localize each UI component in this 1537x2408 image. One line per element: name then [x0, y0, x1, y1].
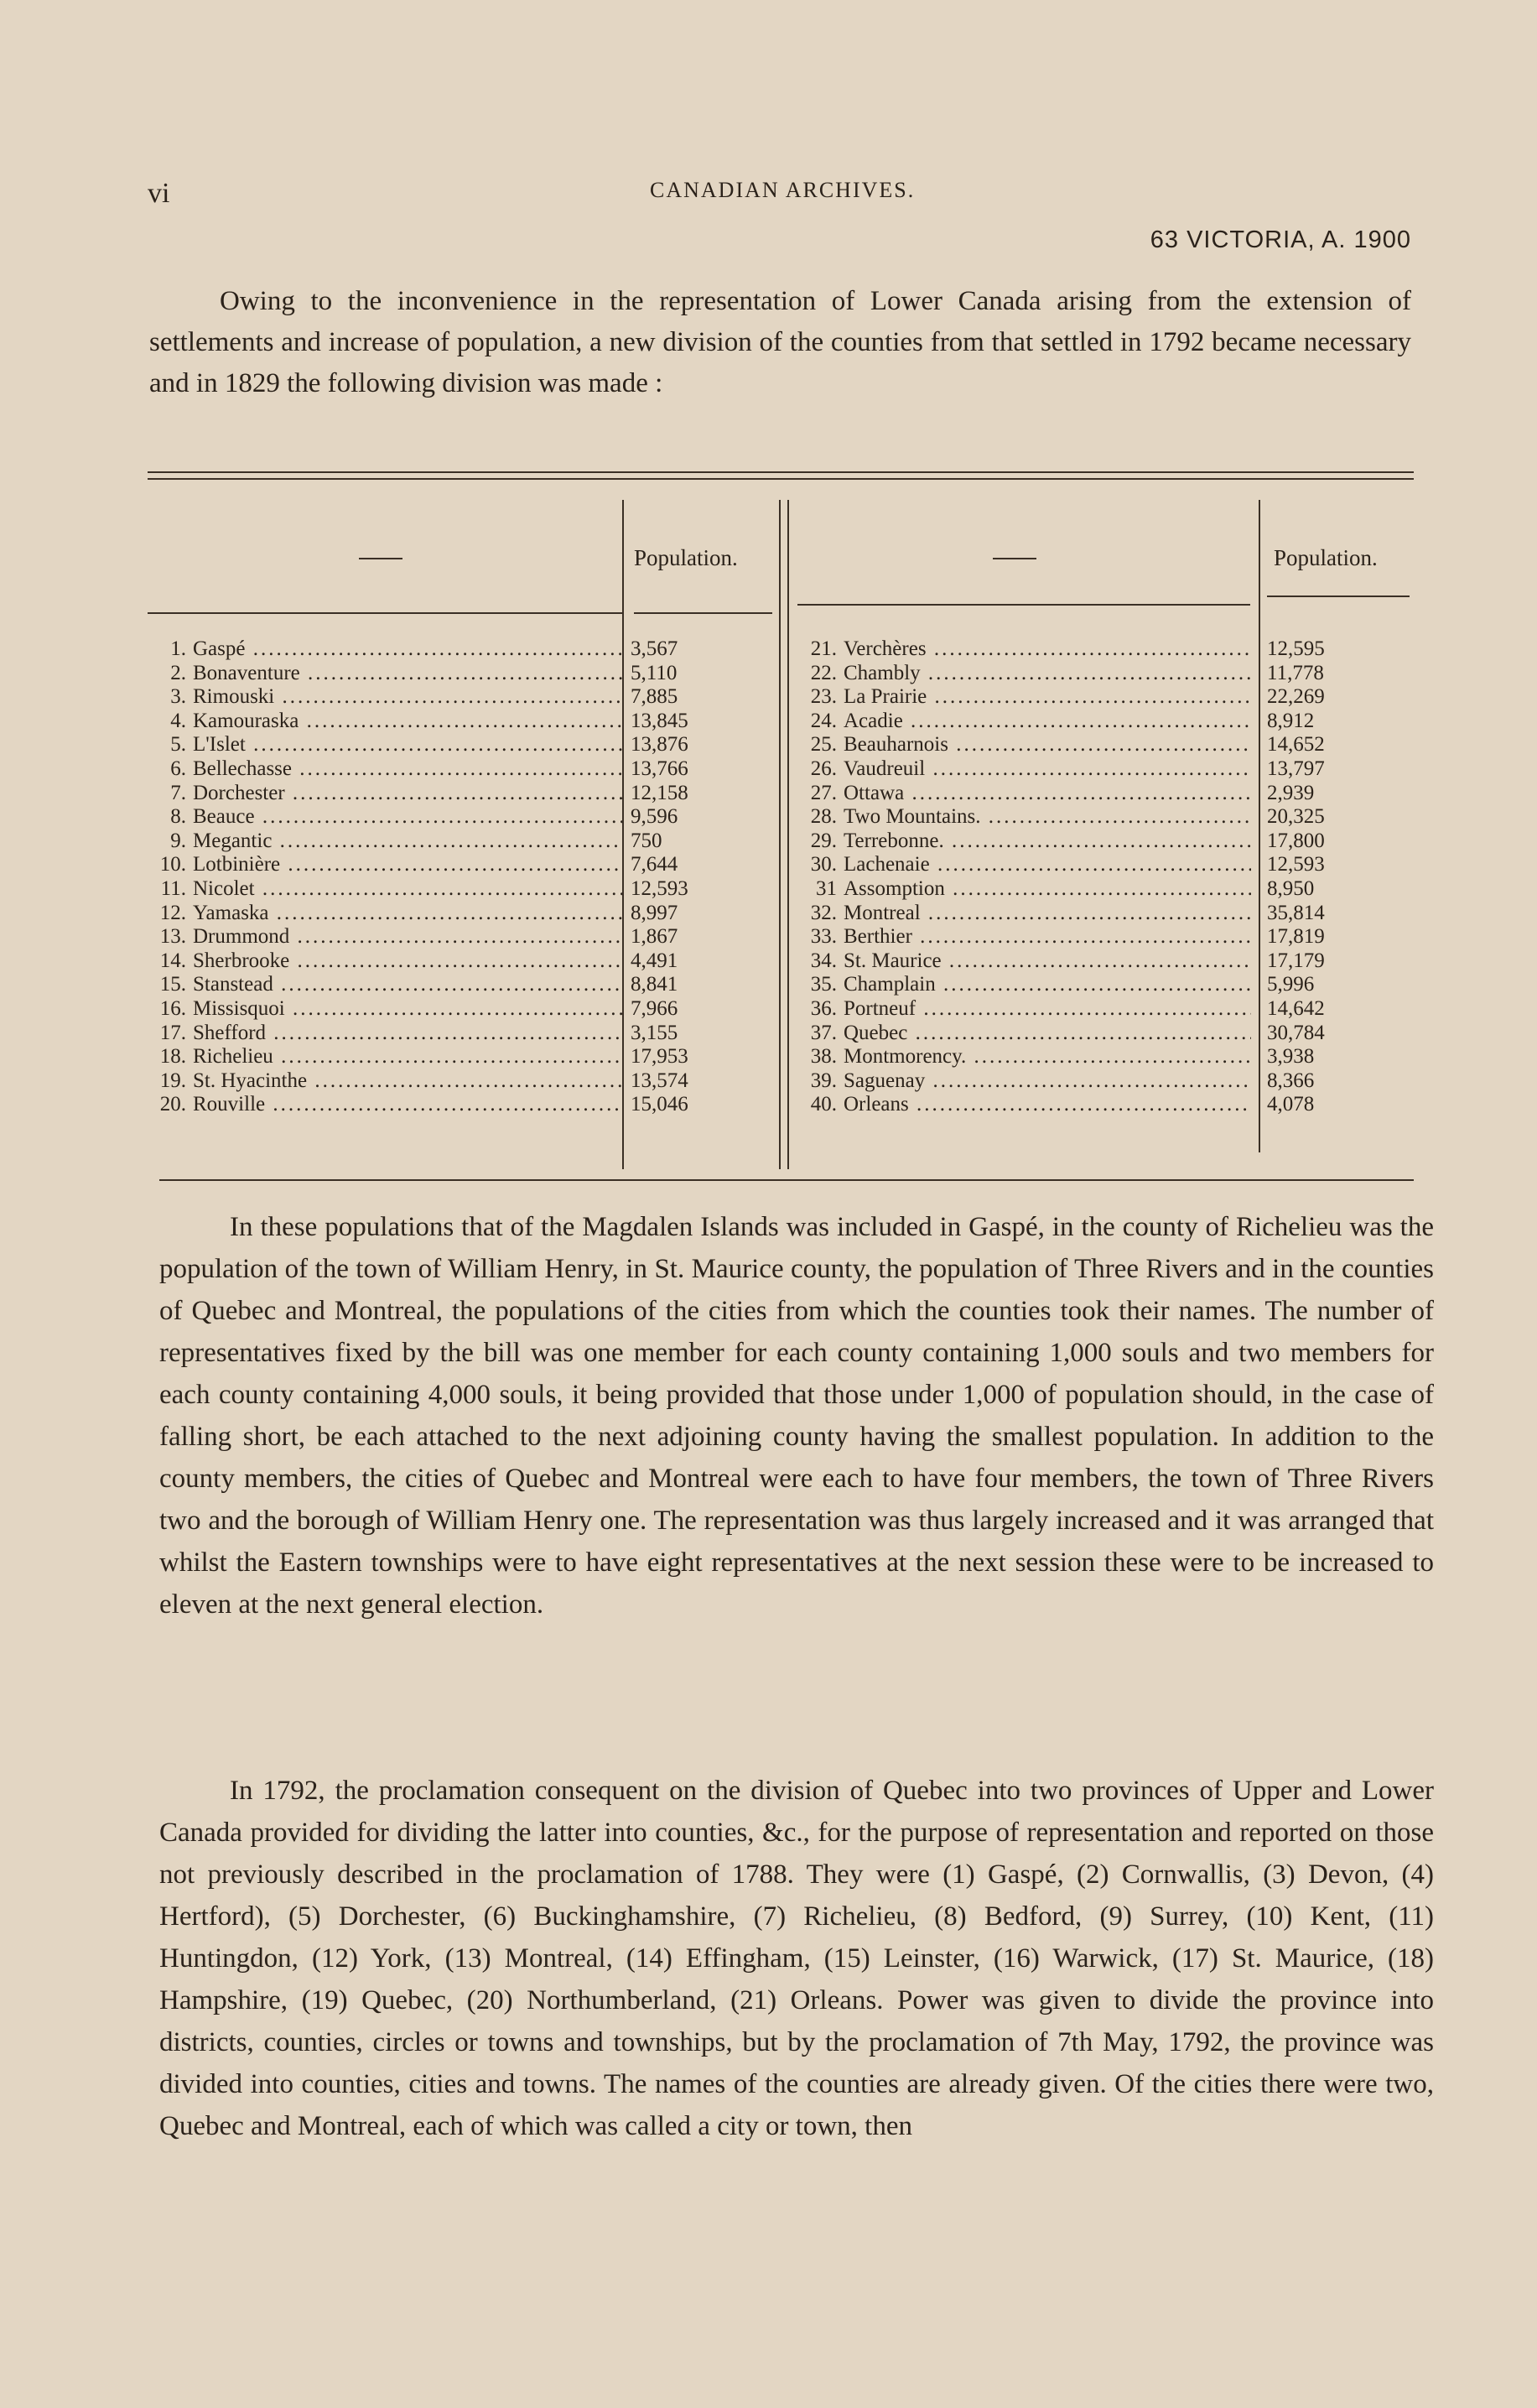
right-names: [798, 637, 1251, 1117]
population-value: 35,814: [1267, 901, 1325, 924]
population-value: 8,950: [1267, 876, 1315, 900]
table-row: 28. Two Mountains. .....: [798, 805, 1251, 830]
left-population-header: Population.: [634, 545, 738, 570]
column-divider-right: [1259, 500, 1260, 1152]
body-paragraph-1: In these populations that of the Magdalen Islands was included in Gaspé, in the county of Richelieu was the population of the town of William Henry, in St. Maurice county, the population of Three Rivers and in the counties of Quebec and Montreal, the populations of the cities from which the counties took their names. The number of representatives fixed by the bill was one member for each county containing 1,000 souls and two members for each county containing 4,000 souls, it being provided that those under 1,000 of population should, in the case of falling short, be each attached to the next adjoining county having the smallest population. In addition to the county members, the cities of Quebec and Montreal were each to have four members, the town of Three Rivers two and the borough of William Henry one. The representation was thus largely increased and it was arranged that whilst the Eastern townships were to have eight representatives at the next session these were to be increased to eleven at the next general election.: [159, 1212, 1434, 1620]
table-row: 24. Acadie .....: [798, 710, 1251, 734]
column-divider: [622, 500, 624, 1169]
population-value: 17,800: [1267, 829, 1325, 852]
table-row: 2. Bonaventure .....: [148, 662, 622, 686]
table-row: 35. Champlain .....: [798, 973, 1251, 997]
population-value: 17,953: [631, 1045, 688, 1069]
table-row: 6. Bellechasse .....: [148, 757, 622, 782]
left-names: [148, 637, 622, 1117]
population-value: 13,845: [631, 709, 688, 732]
center-divider: [779, 500, 781, 1169]
table-bottom-rule: [159, 1179, 1414, 1181]
population-value: 22,269: [1267, 685, 1325, 709]
population-value: 12,595: [1267, 637, 1325, 660]
table-row: 30. Lachenaie .....: [798, 853, 1251, 877]
population-value: 13,574: [631, 1069, 688, 1092]
table-row: 17. Shefford .....: [148, 1022, 622, 1046]
table-row: 16. Missisquoi .....: [148, 997, 622, 1022]
table-row: 14. Sherbrooke .....: [148, 949, 622, 974]
population-value: 9,596: [631, 805, 678, 829]
population-value: 15,046: [631, 1093, 688, 1116]
population-value: 13,766: [631, 757, 688, 780]
left-populations: [631, 637, 756, 1117]
table-row: 7. Dorchester .....: [148, 782, 622, 806]
table-row: 8. Beauce .....: [148, 805, 622, 830]
population-value: 7,966: [631, 996, 678, 1020]
left-name-header: [359, 558, 402, 559]
table-row: 34. St. Maurice .....: [798, 949, 1251, 974]
population-value: 14,652: [1267, 733, 1325, 757]
population-value: 11,778: [1267, 661, 1324, 684]
population-value: 12,593: [1267, 853, 1325, 876]
population-value: 3,938: [1267, 1045, 1315, 1069]
table-top-rule: [148, 471, 1414, 473]
right-name-header: [993, 558, 1036, 559]
center-divider-2: [787, 500, 789, 1169]
population-value: 13,797: [1267, 757, 1325, 780]
table-row: 15. Stanstead .....: [148, 973, 622, 997]
population-value: 30,784: [1267, 1021, 1325, 1044]
population-value: 5,110: [631, 661, 678, 684]
table-row: 39. Saguenay .....: [798, 1069, 1251, 1094]
population-value: 8,841: [631, 973, 678, 996]
right-population-header: Population.: [1274, 545, 1378, 570]
table-row: 27. Ottawa .....: [798, 782, 1251, 806]
population-value: 17,179: [1267, 949, 1325, 972]
table-row: 12. Yamaska .....: [148, 902, 622, 926]
table-row: 26. Vaudreuil .....: [798, 757, 1251, 782]
page-number: vi: [148, 178, 170, 209]
table-row: 37. Quebec .....: [798, 1022, 1251, 1046]
population-value: 8,997: [631, 901, 678, 924]
table-row: 32. Montreal .....: [798, 902, 1251, 926]
table-row: 23. La Prairie .....: [798, 685, 1251, 710]
left-header-rule: [148, 612, 622, 614]
population-value: 1,867: [631, 925, 678, 949]
table-row: 20. Rouville .....: [148, 1093, 622, 1117]
right-header-rule: [797, 604, 1250, 606]
body-paragraph-2: In 1792, the proclamation consequent on the division of Quebec into two provinces of Upper and Lower Canada provided for dividing the latter into counties, &c., for the purpose of representation and reported on those not previously described in the proclamation of 1788. They were (1) Gaspé, (2) Cornwallis, (3) Devon, (4) Hertford), (5) Dorchester, (6) Buckinghamshire, (7) Richelieu, (8) Bedford, (9) Surrey, (10) Kent, (11) Huntingdon, (12) York, (13) Montreal, (14) Effingham, (15) Leinster, (16) Warwick, (17) St. Maurice, (18) Hampshire, (19) Quebec, (20) Northumberland, (21) Orleans. Power was given to divide the province into districts, counties, circles or towns and townships, but by the proclamation of 7th May, 1792, the province was divided into counties, cities and towns. The names of the counties are already given. Of the cities there were two, Quebec and Montreal, each of which was called a city or town, then: [159, 1776, 1434, 2141]
population-value: 2,939: [1267, 781, 1315, 804]
left-pop-header-rule: [634, 612, 772, 614]
population-value: 3,155: [631, 1021, 678, 1044]
population-value: 14,642: [1267, 996, 1325, 1020]
population-value: 5,996: [1267, 973, 1315, 996]
session-label: 63 VICTORIA, A. 1900: [1150, 226, 1411, 253]
intro-paragraph: Owing to the inconvenience in the representation of Lower Canada arising from the extension of settlements and increase of population, a new division of the counties from that settled in 1792 became necessary and in 1829 the following division was made :: [149, 286, 1411, 398]
running-title: CANADIAN ARCHIVES.: [650, 178, 916, 202]
table-row: 5. L'Islet .....: [148, 733, 622, 757]
table-row: 22. Chambly .....: [798, 662, 1251, 686]
population-value: 4,078: [1267, 1093, 1315, 1116]
table-row: 21. Verchères .....: [798, 637, 1251, 662]
table-row: 36. Portneuf .....: [798, 997, 1251, 1022]
population-value: 3,567: [631, 637, 678, 660]
population-value: 12,593: [631, 876, 688, 900]
table-top-rule-2: [148, 478, 1414, 480]
right-pop-header-rule: [1267, 595, 1410, 597]
population-value: 12,158: [631, 781, 688, 804]
table-row: 13. Drummond .....: [148, 925, 622, 949]
population-value: 20,325: [1267, 805, 1325, 829]
table-row: 38. Montmorency. .....: [798, 1045, 1251, 1069]
table-row: 1. Gaspé .....: [148, 637, 622, 662]
population-value: 17,819: [1267, 925, 1325, 949]
table-row: 9. Megantic .....: [148, 830, 622, 854]
table-row: 3. Rimouski .....: [148, 685, 622, 710]
population-value: 7,644: [631, 853, 678, 876]
population-value: 750: [631, 829, 662, 852]
table-row: 19. St. Hyacinthe .....: [148, 1069, 622, 1094]
table-row: 4. Kamouraska .....: [148, 710, 622, 734]
table-row: 33. Berthier .....: [798, 925, 1251, 949]
population-value: 8,366: [1267, 1069, 1315, 1092]
table-row: 29. Terrebonne. .....: [798, 830, 1251, 854]
population-value: 4,491: [631, 949, 678, 972]
population-value: 13,876: [631, 733, 688, 757]
population-value: 8,912: [1267, 709, 1315, 732]
table-row: 11. Nicolet .....: [148, 877, 622, 902]
table-row: 18. Richelieu .....: [148, 1045, 622, 1069]
table-row: 40. Orleans .....: [798, 1093, 1251, 1117]
population-value: 7,885: [631, 685, 678, 709]
table-row: 10. Lotbinière .....: [148, 853, 622, 877]
table-row: 31 Assomption .....: [798, 877, 1251, 902]
right-populations: [1267, 637, 1393, 1117]
county-population-table: [148, 471, 1414, 1184]
table-row: 25. Beauharnois .....: [798, 733, 1251, 757]
